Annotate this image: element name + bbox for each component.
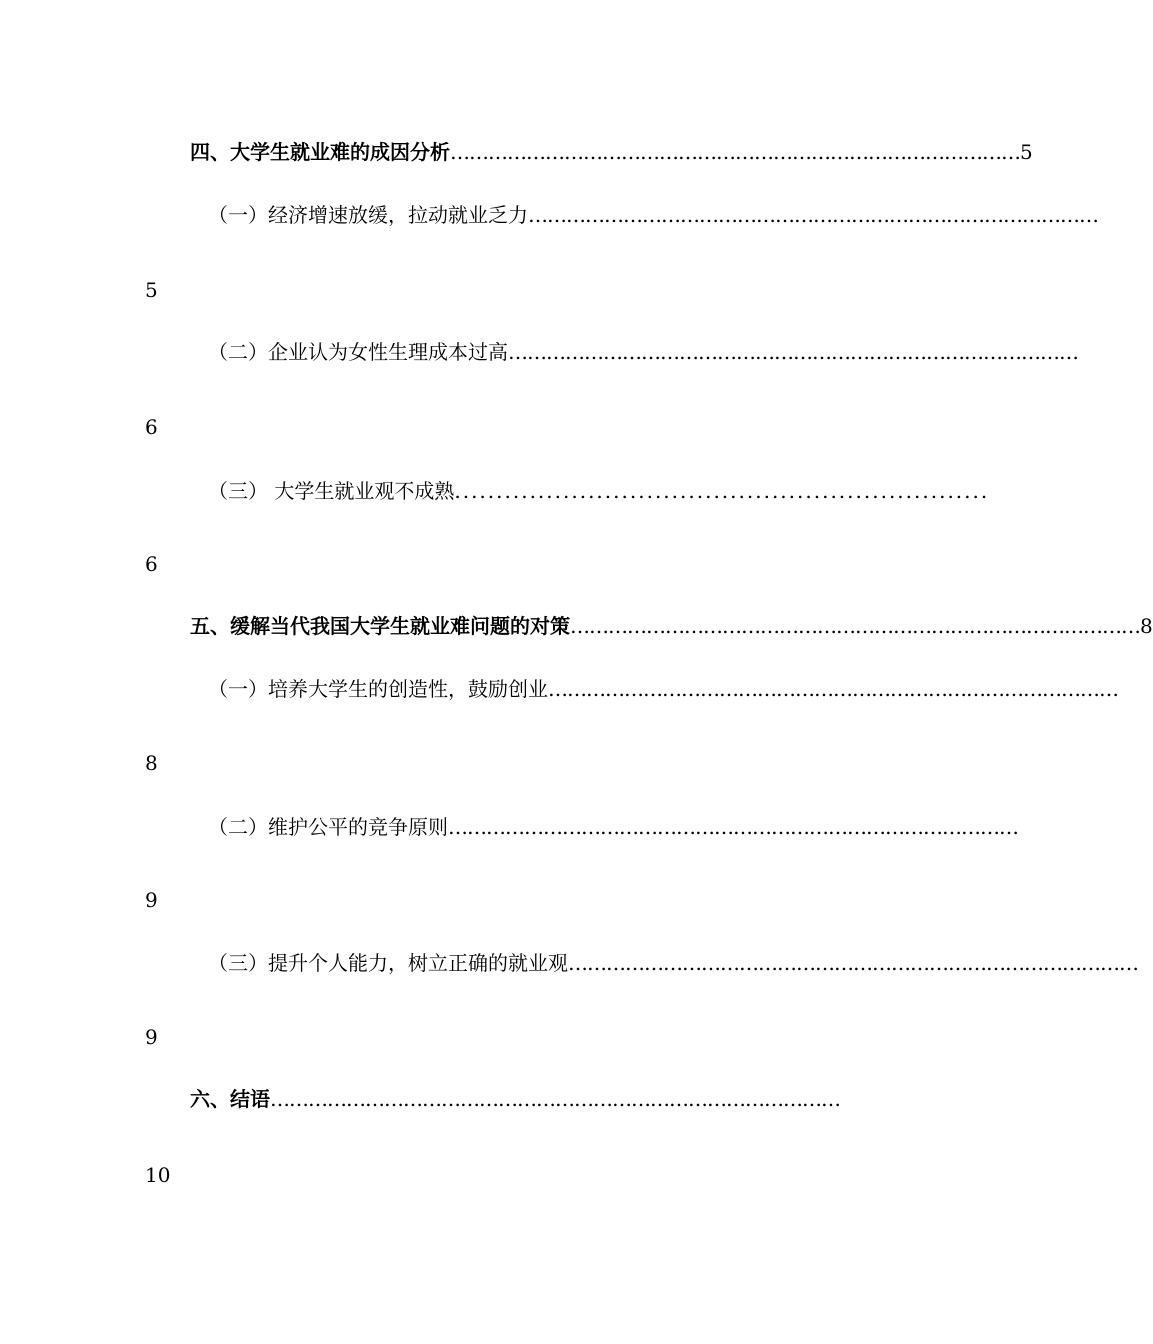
toc-entry-sub[interactable] xyxy=(208,477,990,505)
toc-page-number: 6 xyxy=(145,552,158,576)
toc-leader-dots: ……………………………………………………………………………… xyxy=(568,951,1138,975)
toc-entry-title: 五、缓解当代我国大学生就业难问题的对策 xyxy=(190,614,570,638)
toc-entry-sub[interactable] xyxy=(208,201,1098,229)
toc-page-number: 5 xyxy=(1020,140,1033,164)
toc-entry-title: 六、结语 xyxy=(190,1087,270,1111)
toc-entry-heading-4[interactable] xyxy=(190,138,1033,166)
toc-page-number: 6 xyxy=(145,415,158,439)
toc-entry-title: （三）提升个人能力，树立正确的就业观 xyxy=(208,951,568,975)
toc-entry-sub[interactable] xyxy=(208,813,1018,841)
toc-leader-dots: ……………………………………………………………………………… xyxy=(570,614,1140,638)
toc-leader-dots: ……………………………………………………………………………… xyxy=(508,340,1078,364)
toc-entry-sub[interactable] xyxy=(208,949,1138,977)
toc-entry-title: 四、大学生就业难的成因分析 xyxy=(190,140,450,164)
toc-entry-title: （一）培养大学生的创造性，鼓励创业 xyxy=(208,677,548,701)
toc-leader-dots: ……………………………………………………………………………… xyxy=(528,203,1098,227)
toc-entry-title: （三） 大学生就业观不成熟 xyxy=(208,479,455,503)
toc-entry-sub[interactable] xyxy=(208,338,1078,366)
toc-page-number: 8 xyxy=(145,751,158,775)
toc-entry-heading-5[interactable] xyxy=(190,612,1153,640)
toc-leader-dots: ……………………………………………………………………………… xyxy=(548,677,1118,701)
toc-entry-title: （二）维护公平的竞争原则 xyxy=(208,815,448,839)
toc-page-number: 9 xyxy=(145,1025,158,1049)
toc-entry-title: （一）经济增速放缓，拉动就业乏力 xyxy=(208,203,528,227)
toc-page-number: 10 xyxy=(145,1163,171,1187)
toc-page-number: 9 xyxy=(145,888,158,912)
toc-entry-heading-6[interactable] xyxy=(190,1085,840,1113)
toc-leader-dots: ……………………………………………………………………………… xyxy=(450,140,1020,164)
toc-page-number: 5 xyxy=(145,278,158,302)
toc-page-number: 8 xyxy=(1140,614,1153,638)
toc-entry-sub[interactable] xyxy=(208,675,1118,703)
toc-entry-title: （二）企业认为女性生理成本过高 xyxy=(208,340,508,364)
toc-leader-dots: ……………………………………………………………………………… xyxy=(448,815,1018,839)
toc-leader-dots: ................................................................ xyxy=(454,479,990,503)
toc-leader-dots: ……………………………………………………………………………… xyxy=(270,1087,840,1111)
